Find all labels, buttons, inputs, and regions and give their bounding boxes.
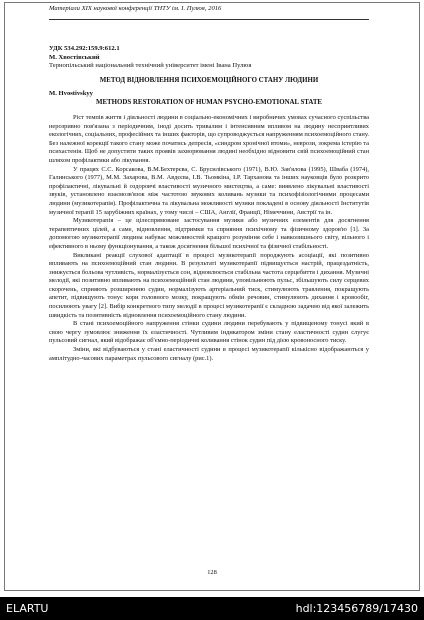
paragraph-6 (49, 346, 369, 363)
paragraph-5 (49, 320, 369, 346)
affiliation: Тернопільський національний технічний університет імені Івана Пулюя (49, 62, 252, 69)
paragraph-3-text: Музикотерапія – це цілеспрямоване застосування музики або музичних елементів для досягнення терапевтичних цілей, а саме, відновлення, підтримки та сприяння психічному та фізичному здоров'ю [1]. За допомогою музикотерапії людина набуває можливостей кращого розуміння себе і навколишнього світу, вільного і ефективного в ньому функціонування, а також досягнення більшої психічної та фізичної стабільності. (49, 217, 369, 250)
paragraph-2 (49, 166, 369, 218)
paragraph-5-text: В стані психоемоційного напруження стінки судини людини перебувають у підвищеному тонусі який в свою чергу зумовлює зниження їх еластичності. Чутливим індикатором зміни стану еластичності судин слугує пульсовий сигнал, який відображає об'ємно-періодичні коливання стінок судин під дією кровоносного тиску. (49, 320, 369, 345)
udc-code: УДК 534.292:159.9:612.1 (49, 45, 120, 52)
paragraph-4 (49, 252, 369, 321)
author-ua: М. Хвостівський (49, 53, 100, 61)
author-en: M. Hvostivskyy (49, 89, 93, 97)
handle-identifier: hdl:123456789/17430 (295, 602, 418, 615)
header-rule (49, 19, 369, 20)
page-number: 128 (207, 569, 217, 576)
repository-footer-bar (0, 597, 424, 620)
paragraph-2-text: У працях С.С. Корсакова, В.М.Бехтерєва, С. Брусилівського (1971), В.Ю. Зав'ялова (1995), Шваба (1974), Галинського (1977), М.М. Захарова, В.М. Авдєєва, І.В. Тьомкіна, І.Р. Тарханова та інших науковців було розкрито профілактичні, лікувальні й оздоровчі властивості музичного мистецтва, а саме: виявлено лікувальні властивості звуків, установлено взаємозв'язок між частотою звукових коливань музики та психофізіологічними процесами людини (музикотерапія). Профілактична та лікувальна можливості музики покладені в основу діяльності Інститутів музичної терапії 15 зарубіжних країнах, у тому числі – США, Англії, Франції, Німеччини, Австрії та ін. (49, 165, 369, 216)
title-en: METHODS RESTORATION OF HUMAN PSYCHO-EMOTIONAL STATE (95, 99, 323, 106)
repository-name: ELARTU (6, 602, 49, 615)
paragraph-1-text: Ріст темпів життя і діяльності людини в соціально-економічних і виробничих умовах сучасного суспільства нерозривно пов'язана з періодичним, іноді досить тривалим і інтенсивним впливом на людину несприятливих екологічних, соціальних, професійних та інших факторів, що супроводжується напруженням психоемоційного стану. Без належної корекції такого стану може початись депресія, «синдром хронічної втоми», неврози, зокрема істерію та психастенія. Щоб не допустити таких проявів захворювання людині необхідно відновити свій психоемоційний стан шляхом профілактики або лікування. (49, 114, 369, 164)
paragraph-4-text: Викликані реакції слухової адаптації в процесі музикотерапії породжують асоціації, які позитивно впливають на психоемоційний стан людини. В результаті музикотерапії підвищується настрій, працездатність, знижується больова чутливість, нормалізується сон, відновлюється стабільна частота серцебиття і дихання. Музичні мелодії, які позитивно впливають на психоемоційний стан людини, уповільнюють пульс, збільшують силу серцевих скорочень, сприяють розширенню судин, нормалізують артеріальний тиск, стимулюють травлення, покращують апетит, підвищують тонус кори головного мозку, покращують обмін речовин, стимулюють дихання і кровообіг, посилюють увагу [2]. Вибір конкретного типу мелодії в процесі музикотерапії є складною задачею від якої залежить швидкість та позитивність відновлення психоемоційного стану людини. (49, 251, 369, 319)
title-ua: МЕТОД ВІДНОВЛЕННЯ ПСИХОЕМОЦІЙНОГО СТАНУ ЛЮДИНИ (99, 76, 319, 84)
paragraph-6-text: Зміни, які відбуваються у стані еластичності судини в процесі музикотерапії кількісно відображаються у амплітудно-часових параметрах пульсового сигналу (рис.1). (49, 346, 369, 362)
article-body (49, 45, 369, 363)
paragraph-3 (49, 217, 369, 251)
running-header: Матеріали ХІХ наукової конференції ТНТУ ім. І. Пулюя, 2016 (49, 5, 222, 12)
paragraph-1 (49, 114, 369, 166)
